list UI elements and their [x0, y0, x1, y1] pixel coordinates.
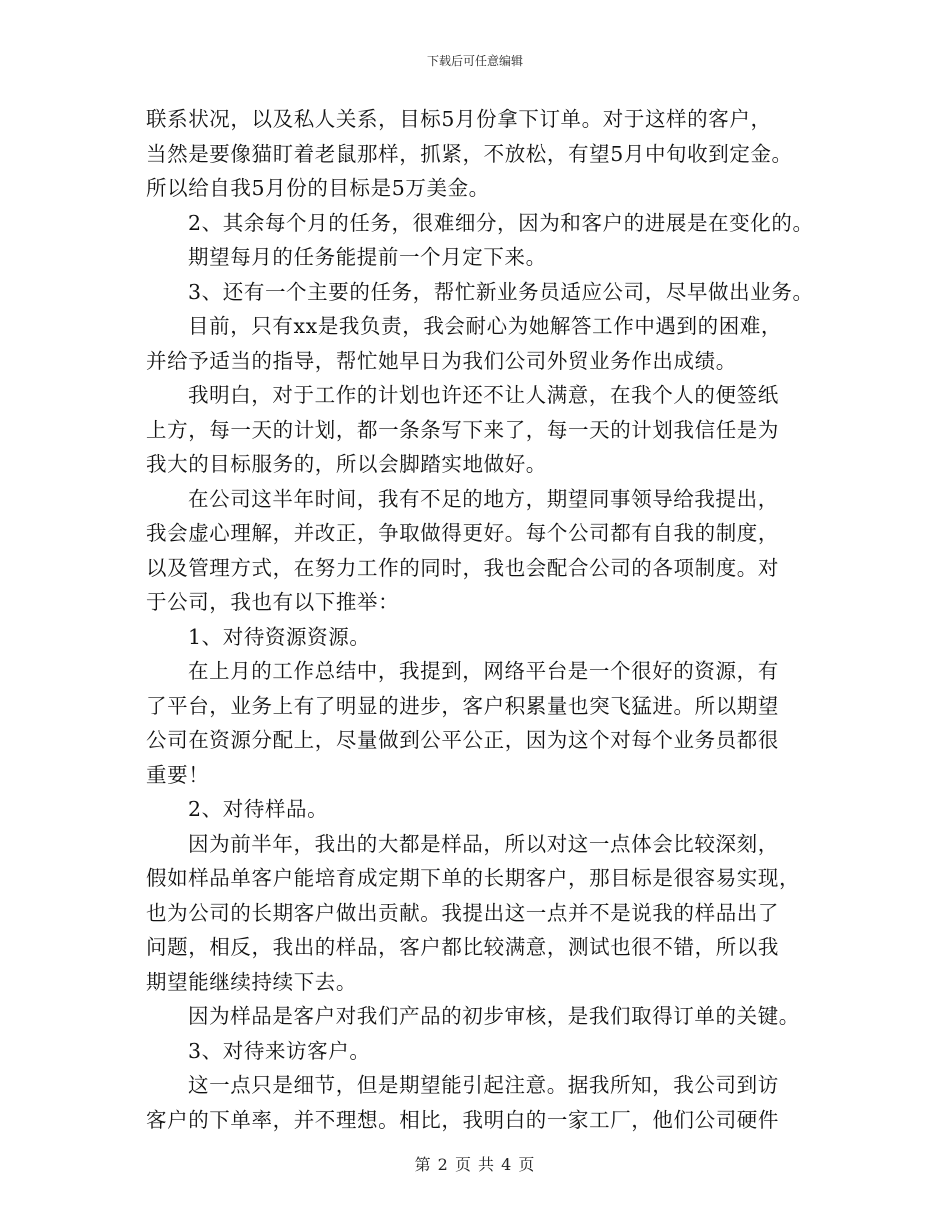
- paragraph-line: 我会虚心理解，并改正，争取做得更好。每个公司都有自我的制度，: [146, 521, 779, 545]
- page-footer: 第 2 页 共 4 页: [414, 1155, 536, 1174]
- page-header: 下载后可任意编辑: [426, 54, 523, 68]
- paragraph-line: 3、还有一个主要的任务，帮忙新业务员适应公司，尽早做出业务。: [188, 279, 814, 304]
- paragraph-line: 当然是要像猫盯着老鼠那样，抓紧，不放松，有望5月中旬收到定金。: [146, 141, 793, 166]
- paragraph-line: 这一点只是细节，但是期望能引起注意。据我所知，我公司到访: [188, 1073, 779, 1097]
- paragraph-line: 我大的目标服务的，所以会脚踏实地做好。: [146, 452, 547, 476]
- paragraph-line: 因为前半年，我出的大都是样品，所以对这一点体会比较深刻，: [188, 831, 779, 856]
- paragraph-line: 期望能继续持续下去。: [146, 969, 357, 994]
- paragraph-line: 重要！: [146, 762, 210, 787]
- paragraph-line: 2、对待样品。: [188, 797, 329, 821]
- paragraph-line: 也为公司的长期客户做出贡献。我提出这一点并不是说我的样品出了: [146, 900, 779, 925]
- paragraph-line: 3、对待来访客户。: [188, 1038, 371, 1063]
- paragraph-line: 上方，每一天的计划，都一条条写下来了，每一天的计划我信任是为: [146, 417, 779, 442]
- paragraph-line: 2、其余每个月的任务，很难细分，因为和客户的进展是在变化的。: [188, 210, 814, 235]
- paragraph-line: 期望每月的任务能提前一个月定下来。: [188, 245, 547, 269]
- paragraph-line: 因为样品是客户对我们产品的初步审核，是我们取得订单的关键。: [188, 1004, 800, 1028]
- paragraph-line: 并给予适当的指导，帮忙她早日为我们公司外贸业务作出成绩。: [146, 348, 737, 373]
- paragraph-line: 于公司，我也有以下推举：: [146, 590, 400, 614]
- paragraph-line: 问题，相反，我出的样品，客户都比较满意，测试也很不错，所以我: [146, 935, 779, 959]
- paragraph-line: 在上月的工作总结中，我提到，网络平台是一个很好的资源，有: [188, 659, 779, 683]
- paragraph-line: 公司在资源分配上，尽量做到公平公正，因为这个对每个业务员都很: [146, 728, 779, 752]
- paragraph-line: 联系状况，以及私人关系，目标5月份拿下订单。对于这样的客户，: [146, 107, 772, 131]
- paragraph-line: 以及管理方式，在努力工作的同时，我也会配合公司的各项制度。对: [146, 555, 779, 580]
- paragraph-line: 目前，只有xx是我负责，我会耐心为她解答工作中遇到的困难，: [188, 314, 783, 338]
- paragraph-line: 1、对待资源资源。: [188, 624, 371, 649]
- paragraph-line: 我明白，对于工作的计划也许还不让人满意，在我个人的便签纸: [188, 383, 779, 407]
- paragraph-line: 了平台，业务上有了明显的进步，客户积累量也突飞猛进。所以期望: [146, 693, 779, 718]
- paragraph-line: 所以给自我5月份的目标是5万美金。: [146, 176, 490, 200]
- paragraph-line: 客户的下单率，并不理想。相比，我明白的一家工厂，他们公司硬件: [146, 1107, 779, 1132]
- paragraph-line: 在公司这半年时间，我有不足的地方，期望同事领导给我提出，: [188, 486, 779, 511]
- paragraph-line: 假如样品单客户能培育成定期下单的长期客户，那目标是很容易实现，: [146, 866, 801, 890]
- document-body: [146, 102, 836, 1137]
